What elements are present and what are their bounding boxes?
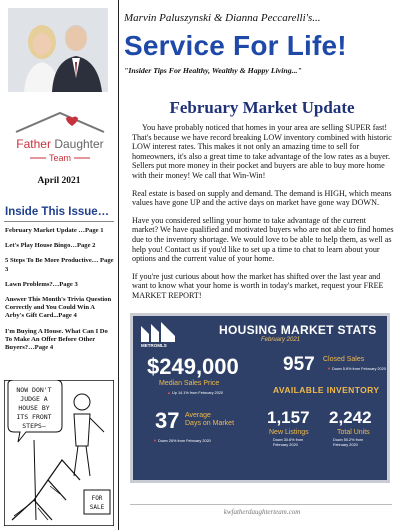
closed-sales-change [327, 366, 386, 371]
father-daughter-team-logo [8, 110, 112, 170]
cartoon-speech-4: ITS FRONT [16, 413, 52, 421]
available-inventory-label: AVAILABLE INVENTORY [273, 385, 380, 395]
article-paragraph: Have you considered selling your home to take advantage of the current market? We have qualified and motivated buyers who are not able to find homes due to the inventory shortage. We would love to be able to help them, as well as help you! Contact us if you'd like to set up a time to chat to learn about your options and the current value of your home. [132, 215, 394, 264]
toc-item: Let's Play House Bingo…Page 2 [5, 242, 96, 250]
article-paragraph: If you're just curious about how the market has shifted over the last year and want to know what your home is worth in today's market, request your FREE MARKET REPORT! [132, 271, 384, 300]
article-headline: February Market Update [169, 98, 355, 117]
total-units-change-line1: Down 50.2% from [333, 438, 364, 442]
new-listings-label: New Listings [269, 429, 309, 436]
housing-market-stats-graphic [130, 313, 390, 483]
down-arrow-icon: ▼ [153, 438, 157, 443]
toc-item: Answer This Month's Trivia Question Correctly and You Could Win A Arby's Gift Card...Page 4 [5, 296, 112, 320]
cartoon-speech-2: JUDGE A [20, 395, 48, 403]
new-listings-change-line2: February 2020 [273, 442, 298, 447]
total-units-label: Total Units [337, 429, 370, 436]
days-change-text: Down 26% from February 2020 [158, 439, 211, 443]
footer-url: kwfatherdaughterteam.com [223, 508, 301, 516]
total-units-value: 2,242 [329, 408, 372, 427]
median-price-change-text: Up 14.1% from February 2020 [172, 391, 224, 395]
column-divider [118, 0, 119, 530]
brand-name: METROMLS [141, 343, 167, 348]
inside-divider [4, 221, 114, 222]
days-label-line1: Average [185, 412, 211, 419]
closed-sales-value: 957 [283, 354, 315, 375]
toc-item: 5 Steps To Be More Productive… Page 3 [5, 257, 114, 273]
closed-sales-label: Closed Sales [323, 356, 365, 363]
article-body [132, 123, 394, 309]
up-arrow-icon: ▲ [167, 390, 171, 395]
cartoon-speech-1: NOW DON'T [16, 386, 52, 394]
toc-item: Lawn Problems?…Page 3 [5, 280, 78, 288]
stats-title: HOUSING MARKET STATS [219, 323, 377, 337]
main-content [124, 0, 400, 530]
stats-subtitle: February 2021 [261, 337, 301, 343]
median-price-label: Median Sales Price [159, 380, 220, 387]
article-paragraph: Real estate is based on supply and demand. The demand is HIGH, which means values have gone UP and the active days on market have gone way DOWN. [132, 188, 392, 208]
masthead-title: Service For Life! [124, 30, 347, 61]
article-paragraph: You have probably noticed that homes in your area are selling SUPER fast! That's because we have record breaking LOW inventory combined with historic LOW interest rates. This makes it not only an amazing time to sell for homeowners, it's also a great time to take advantage of the low rates as a buyer. Sellers put more money in their pocket and buyers are able to buy more home with their money! We call that Win-Win! [132, 123, 392, 180]
house-cartoon [4, 380, 114, 526]
cartoon-speech-5: STEPS— [22, 422, 46, 430]
median-price-change [167, 390, 223, 395]
new-listings-value: 1,157 [267, 408, 310, 427]
down-arrow-icon: ▼ [327, 366, 331, 371]
cartoon-sign-2: SALE [89, 504, 105, 511]
toc-item: February Market Update …Page 1 [5, 227, 104, 234]
days-label-line2: Days on Market [185, 420, 235, 427]
days-on-market-change [153, 438, 211, 443]
cartoon-sign-1: FOR [91, 495, 103, 502]
tagline: "Insider Tips For Healthy, Wealthy & Happy Living..." [124, 66, 302, 75]
days-on-market-label [185, 412, 234, 428]
toc-item: I'm Buying A House. What Can I Do To Make An Offer Before Other Buyers?…Page 4 [5, 327, 108, 352]
total-units-change-line2: February 2020 [333, 442, 358, 447]
footer-divider [130, 504, 392, 505]
closed-sales-change-text: Down 5.6% from February 2020 [332, 367, 386, 371]
median-price-value: $249,000 [147, 354, 239, 379]
cartoon-speech-3: HOUSE BY [18, 404, 50, 412]
table-of-contents [5, 227, 115, 359]
byline: Marvin Paluszynski & Dianna Peccarelli's... [124, 12, 321, 24]
logo-team: Team [48, 153, 72, 163]
total-units-change [333, 438, 363, 447]
logo-wordmark: Father Daughter [16, 137, 104, 151]
sidebar [0, 0, 118, 530]
agents-photo [8, 8, 108, 92]
inside-this-issue-title: Inside This Issue… [5, 206, 110, 218]
metromls-logo-icon [141, 322, 175, 342]
days-on-market-value: 37 [155, 408, 180, 433]
new-listings-change [273, 438, 303, 447]
issue-date: April 2021 [37, 176, 81, 186]
new-listings-change-line1: Down 30.6% from [273, 438, 304, 442]
